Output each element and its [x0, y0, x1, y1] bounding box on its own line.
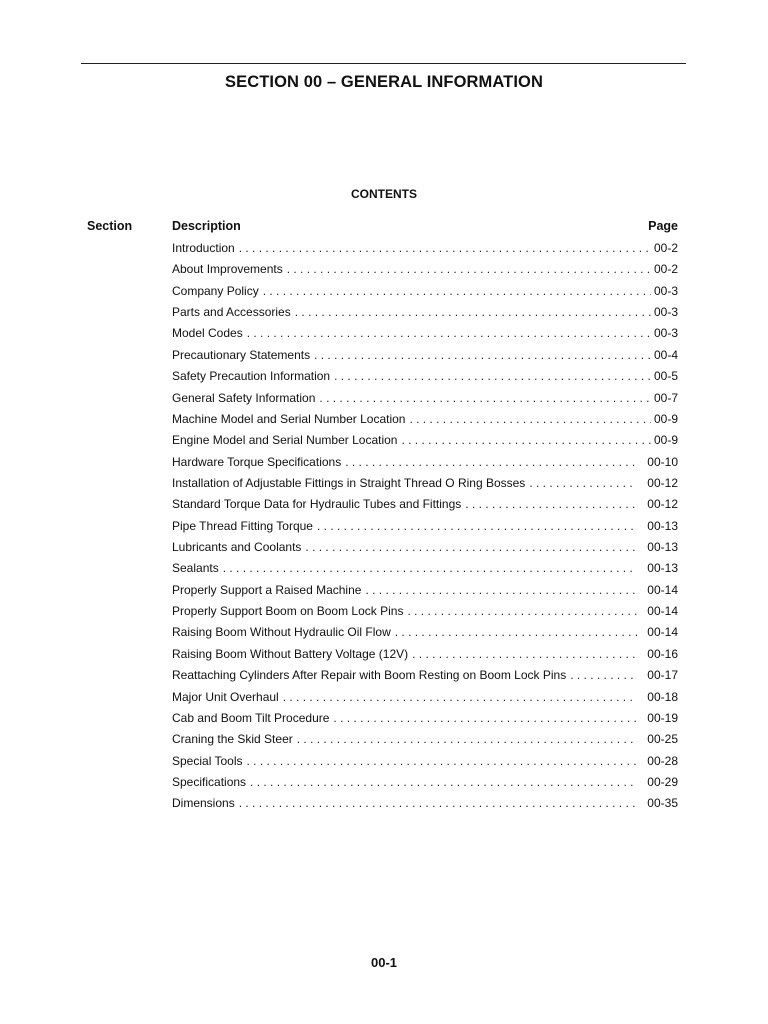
toc-entry[interactable] [172, 711, 678, 732]
toc-entry-page: 00-25 [647, 732, 678, 747]
toc-entry[interactable] [172, 775, 678, 796]
toc-entry-page: 00-13 [647, 518, 678, 533]
toc-entry-page: 00-19 [647, 710, 678, 725]
toc-entry-description: Properly Support a Raised Machine [172, 582, 362, 597]
toc-entry-description: Company Policy [172, 283, 259, 298]
toc-entry-page: 00-14 [647, 604, 678, 619]
toc-entry-description: General Safety Information [172, 390, 316, 405]
toc-entry-description: Parts and Accessories [172, 305, 291, 320]
toc-entry[interactable] [172, 476, 678, 497]
toc-entry-description: Reattaching Cylinders After Repair with Boom Resting on Boom Lock Pins [172, 668, 567, 683]
toc-entry[interactable] [172, 348, 678, 369]
toc-entry-description: Engine Model and Serial Number Location [172, 433, 398, 448]
toc-entry-page: 00-17 [647, 668, 678, 683]
dot-leader [412, 647, 637, 661]
toc-entry[interactable] [172, 391, 678, 412]
dot-leader [250, 775, 637, 789]
toc-entry[interactable] [172, 284, 678, 305]
dot-leader [223, 561, 637, 575]
toc-entry[interactable] [172, 455, 678, 476]
contents-heading: CONTENTS [351, 187, 417, 201]
dot-leader [239, 796, 637, 810]
toc-entry-page: 00-35 [647, 796, 678, 811]
toc-entry-description: About Improvements [172, 262, 283, 277]
toc-entry[interactable] [172, 433, 678, 454]
toc-entry-page: 00-2 [653, 241, 678, 255]
dot-leader [247, 326, 651, 340]
toc-entry[interactable] [172, 262, 678, 283]
toc-entry[interactable] [172, 497, 678, 518]
toc-entry-description: Safety Precaution Information [172, 369, 331, 384]
toc-entry-description: Pipe Thread Fitting Torque [172, 518, 313, 533]
toc-entry-description: Lubricants and Coolants [172, 540, 302, 555]
toc-entry-page: 00-28 [647, 753, 678, 768]
toc-entry-page: 00-9 [653, 433, 678, 448]
toc-entry[interactable] [172, 326, 678, 347]
dot-leader [263, 284, 651, 298]
toc-entry-description: Special Tools [172, 753, 243, 768]
top-divider [81, 63, 686, 64]
toc-entry-page: 00-12 [647, 475, 678, 490]
section-title: SECTION 00 – GENERAL INFORMATION [225, 73, 543, 91]
toc-entry-description: Specifications [172, 774, 247, 789]
dot-leader [317, 519, 637, 533]
toc-entry[interactable] [172, 604, 678, 625]
column-header-page: Page [648, 219, 678, 233]
toc-entry-description: Cab and Boom Tilt Procedure [172, 710, 330, 725]
dot-leader [283, 690, 637, 704]
toc-entry-page: 00-3 [653, 326, 678, 341]
column-header-description: Description [172, 219, 241, 233]
toc-entry-page: 00-10 [647, 454, 678, 469]
column-header-section: Section [87, 219, 133, 233]
toc-entry-description: Hardware Torque Specifications [172, 454, 342, 469]
dot-leader [295, 305, 651, 319]
toc-entry[interactable] [172, 625, 678, 646]
toc-entry-page: 00-12 [647, 497, 678, 512]
toc-entry-description: Sealants [172, 561, 219, 576]
toc-entry[interactable] [172, 305, 678, 326]
toc-entry[interactable] [172, 561, 678, 582]
toc-entry[interactable] [172, 796, 678, 817]
toc-entry-page: 00-9 [653, 411, 678, 426]
toc-entry-description: Raising Boom Without Hydraulic Oil Flow [172, 625, 391, 640]
toc-entry-description: Introduction [172, 241, 235, 255]
page-number: 00-1 [370, 955, 398, 970]
toc-entry-description: Raising Boom Without Battery Voltage (12V) [172, 646, 409, 661]
toc-entry-page: 00-2 [653, 262, 678, 277]
toc-entry[interactable] [172, 540, 678, 561]
toc-entry[interactable] [172, 583, 678, 604]
toc-entry-page: 00-7 [653, 390, 678, 405]
toc-entry[interactable] [172, 412, 678, 433]
toc-entry-description: Model Codes [172, 326, 243, 341]
toc-entry-page: 00-3 [653, 305, 678, 320]
toc-entry-description: Standard Torque Data for Hydraulic Tubes and Fittings [172, 497, 462, 512]
toc-entry-page: 00-18 [647, 689, 678, 704]
dot-leader [465, 497, 637, 511]
toc-entry-page: 00-3 [653, 283, 678, 298]
dot-leader [345, 455, 637, 469]
dot-leader [319, 391, 651, 405]
toc-entry-description: Craning the Skid Steer [172, 732, 293, 747]
toc-entry[interactable] [172, 369, 678, 390]
dot-leader [365, 583, 637, 597]
toc-entry[interactable] [172, 732, 678, 753]
dot-leader [314, 348, 651, 362]
toc-entry-description: Dimensions [172, 796, 235, 811]
toc-entry-description: Major Unit Overhaul [172, 689, 279, 704]
toc-entry-description: Machine Model and Serial Number Location [172, 411, 406, 426]
dot-leader [401, 433, 651, 447]
toc-entry-page: 00-29 [647, 774, 678, 789]
toc-entry-page: 00-13 [647, 561, 678, 576]
toc-entry[interactable] [172, 754, 678, 775]
toc-entry-page: 00-16 [647, 646, 678, 661]
toc-entry-description: Properly Support Boom on Boom Lock Pins [172, 604, 404, 619]
dot-leader [407, 604, 637, 618]
dot-leader [305, 540, 637, 554]
dot-leader [333, 711, 637, 725]
dot-leader [287, 262, 651, 276]
toc-entry[interactable] [172, 519, 678, 540]
table-of-contents [172, 241, 678, 818]
dot-leader [529, 476, 637, 490]
dot-leader [395, 625, 637, 639]
dot-leader [297, 732, 637, 746]
toc-entry[interactable] [172, 690, 678, 711]
toc-entry-page: 00-5 [653, 369, 678, 384]
dot-leader [409, 412, 651, 426]
toc-entry[interactable] [172, 647, 678, 668]
dot-leader [239, 241, 651, 255]
dot-leader [334, 369, 651, 383]
toc-entry-description: Precautionary Statements [172, 347, 311, 362]
toc-entry[interactable] [172, 668, 678, 689]
toc-entry-page: 00-4 [653, 347, 678, 362]
toc-entry-page: 00-13 [647, 540, 678, 555]
dot-leader [570, 668, 637, 682]
dot-leader [247, 754, 638, 768]
toc-entry-description: Installation of Adjustable Fittings in Straight Thread O Ring Bosses [172, 475, 526, 490]
toc-entry-page: 00-14 [647, 625, 678, 640]
toc-entry-page: 00-14 [647, 582, 678, 597]
toc-entry[interactable] [172, 241, 678, 262]
